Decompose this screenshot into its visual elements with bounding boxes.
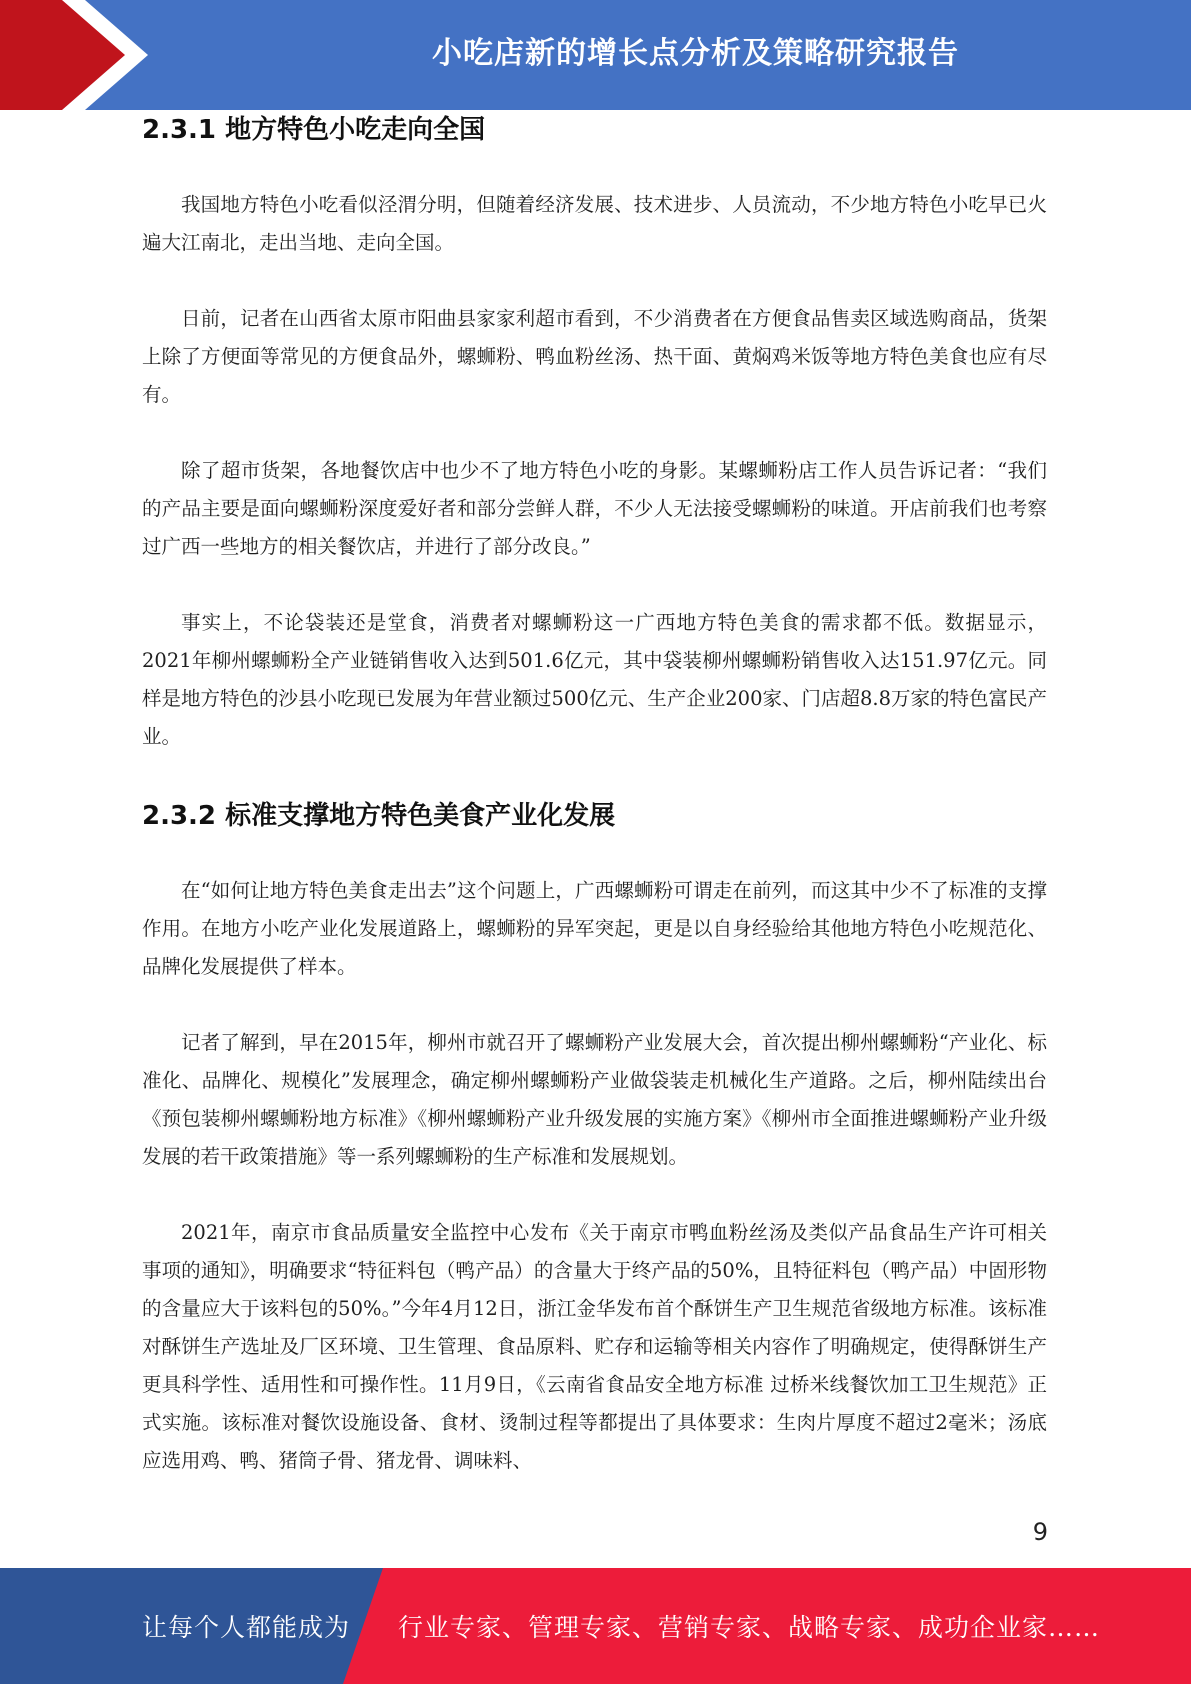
paragraph: 我国地方特色小吃看似泾渭分明，但随着经济发展、技术进步、人员流动，不少地方特色小吃早已火遍大江南北，走出当地、走向全国。 bbox=[142, 193, 1047, 254]
paragraph: 除了超市货架，各地餐饮店中也少不了地方特色小吃的身影。某螺蛳粉店工作人员告诉记者：“我们的产品主要是面向螺蛳粉深度爱好者和部分尝鲜人群，不少人无法接受螺蛳粉的味道。开店前我们也考察过广西一些地方的相关餐饮店，并进行了部分改良。” bbox=[142, 459, 1047, 558]
paragraph: 记者了解到，早在2015年，柳州市就召开了螺蛳粉产业发展大会，首次提出柳州螺蛳粉“产业化、标准化、品牌化、规模化”发展理念，确定柳州螺蛳粉产业做袋装走机械化生产道路。之后，柳州陆续出台《预包装柳州螺蛳粉地方标准》《柳州螺蛳粉产业升级发展的实施方案》《柳州市全面推进螺蛳粉产业升级发展的若干政策措施》等一系列螺蛳粉的生产标准和发展规划。 bbox=[142, 1031, 1047, 1168]
paragraph: 日前，记者在山西省太原市阳曲县家家利超市看到，不少消费者在方便食品售卖区域选购商品，货架上除了方便面等常见的方便食品外，螺蛳粉、鸭血粉丝汤、热干面、黄焖鸡米饭等地方特色美食也应有尽有。 bbox=[142, 307, 1047, 406]
page-number: 9 bbox=[1032, 1518, 1048, 1546]
footer-slogan-left: 让每个人都能成为 bbox=[142, 1613, 351, 1642]
paragraph: 在“如何让地方特色美食走出去”这个问题上，广西螺蛳粉可谓走在前列，而这其中少不了标准的支撑作用。在地方小吃产业化发展道路上，螺蛳粉的异军突起，更是以自身经验给其他地方特色小吃规范化、品牌化发展提供了样本。 bbox=[142, 879, 1047, 978]
section-heading-2-3-2: 2.3.2 标准支撑地方特色美食产业化发展 bbox=[142, 801, 616, 831]
document-body bbox=[142, 112, 1047, 1480]
paragraph: 事实上，不论袋装还是堂食，消费者对螺蛳粉这一广西地方特色美食的需求都不低。数据显示，2021年柳州螺蛳粉全产业链销售收入达到501.6亿元，其中袋装柳州螺蛳粉销售收入达151.97亿元。同样是地方特色的沙县小吃现已发展为年营业额过500亿元、生产企业200家、门店超8.8万家的特色富民产业。 bbox=[142, 611, 1047, 748]
footer-slogan-right: 行业专家、管理专家、营销专家、战略专家、成功企业家…… bbox=[398, 1613, 1101, 1642]
page-header bbox=[0, 0, 1191, 110]
page-footer bbox=[0, 1568, 1191, 1684]
section-heading-2-3-1: 2.3.1 地方特色小吃走向全国 bbox=[142, 115, 486, 145]
report-title: 小吃店新的增长点分析及策略研究报告 bbox=[432, 36, 959, 71]
paragraph: 2021年，南京市食品质量安全监控中心发布《关于南京市鸭血粉丝汤及类似产品食品生产许可相关事项的通知》，明确要求“特征料包（鸭产品）的含量大于终产品的50%，且特征料包（鸭产品）中固形物的含量应大于该料包的50%。”今年4月12日，浙江金华发布首个酥饼生产卫生规范省级地方标准。该标准对酥饼生产选址及厂区环境、卫生管理、食品原料、贮存和运输等相关内容作了明确规定，使得酥饼生产更具科学性、适用性和可操作性。11月9日，《云南省食品安全地方标准 过桥米线餐饮加工卫生规范》正式实施。该标准对餐饮设施设备、食材、烫制过程等都提出了具体要求：生肉片厚度不超过2毫米；汤底应选用鸡、鸭、猪筒子骨、猪龙骨、调味料、 bbox=[142, 1221, 1047, 1472]
